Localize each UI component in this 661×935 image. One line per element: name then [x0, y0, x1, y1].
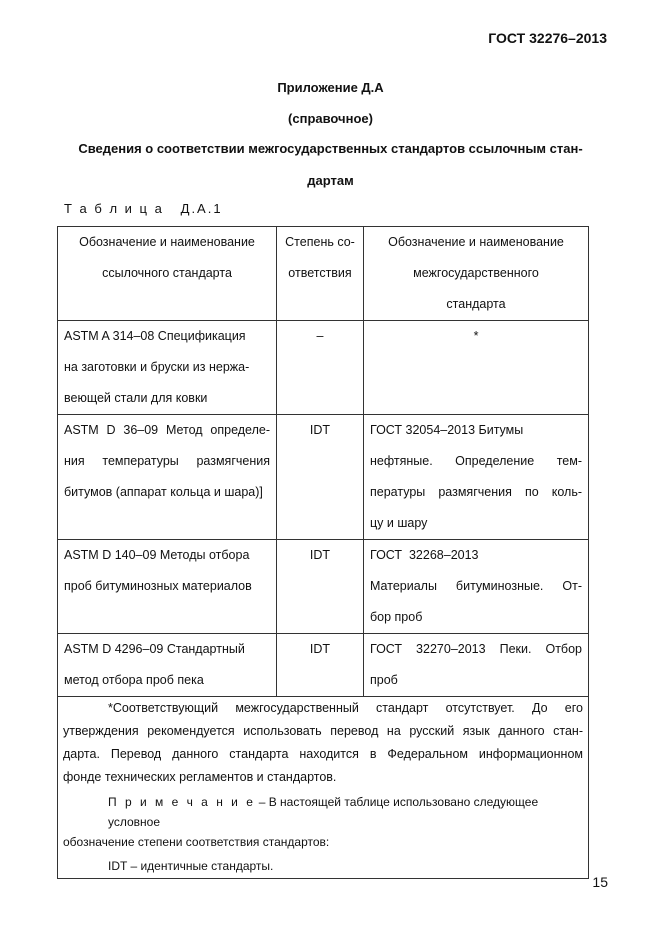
note-line: [63, 792, 583, 832]
header-text: Степень со-: [285, 235, 355, 249]
table-footnote-row: [58, 697, 589, 879]
degree-cell: IDT: [277, 540, 364, 634]
cell-line: ASTM D 36–09 Метод определе-: [64, 423, 270, 437]
header-text: ответствия: [288, 266, 352, 280]
page-number: 15: [592, 874, 608, 890]
table-row: [58, 415, 589, 540]
ref-cell: [58, 540, 277, 634]
cell-line: ASTM D 140–09 Методы отбора: [64, 548, 250, 562]
appendix-title: Приложение Д.А: [277, 80, 384, 95]
gost-cell: [364, 634, 589, 697]
header-gost-standard: [364, 227, 589, 321]
cell-line: ния температуры размягчения: [64, 454, 270, 468]
table-row: [58, 321, 589, 415]
footnote-cell: [58, 697, 589, 879]
cell-line: ГОСТ 32268–2013: [370, 548, 479, 562]
table-row: [58, 634, 589, 697]
header-text: Обозначение и наименование: [388, 235, 564, 249]
appendix-kind: (справочное): [288, 111, 373, 126]
cell-line: пературы размягчения по коль-: [370, 485, 582, 499]
cell-line: бор проб: [370, 610, 423, 624]
cell-line: ASTM D 4296–09 Стандартный: [64, 642, 245, 656]
cell-line: нефтяные. Определение тем-: [370, 454, 582, 468]
footnote-line: утверждения рекомендуется использовать перевод на русский язык данного стан-: [63, 724, 583, 738]
ref-cell: [58, 634, 277, 697]
gost-cell: [364, 540, 589, 634]
table-row: [58, 540, 589, 634]
note-line: IDT – идентичные стандарты.: [108, 859, 274, 873]
footnote-line: дарта. Перевод данного стандарта находится в Федеральном информационном: [63, 747, 583, 761]
table-header-row: [58, 227, 589, 321]
cell-line: проб: [370, 673, 398, 687]
degree-cell: IDT: [277, 415, 364, 540]
header-text: Обозначение и наименование: [79, 235, 255, 249]
correspondence-table: [57, 226, 589, 879]
cell-line: *: [473, 329, 479, 343]
cell-line: ASTM A 314–08 Спецификация: [64, 329, 246, 343]
cell-line: Материалы битуминозные. От-: [370, 579, 582, 593]
cell-line: веющей стали для ковки: [64, 391, 208, 405]
ref-cell: [58, 321, 277, 415]
header-ref-standard: [58, 227, 277, 321]
note-label: П р и м е ч а н и е: [108, 795, 256, 809]
header-text: стандарта: [446, 297, 506, 311]
header-degree: [277, 227, 364, 321]
cell-line: проб битуминозных материалов: [64, 579, 252, 593]
cell-line: на заготовки и бруски из нержа-: [64, 360, 250, 374]
heading-line-1: Сведения о соответствии межгосударственных стандартов ссылочным стан-: [78, 141, 583, 156]
gost-cell: [364, 321, 589, 415]
table-label: Т а б л и ц а Д.А.1: [64, 201, 223, 216]
gost-cell: [364, 415, 589, 540]
cell-line: ГОСТ 32054–2013 Битумы: [370, 423, 524, 437]
footnote-line: фонде технических регламентов и стандартов.: [63, 770, 337, 784]
cell-line: метод отбора проб пека: [64, 673, 204, 687]
heading-line-2: дартам: [307, 173, 354, 188]
cell-line: цу и шару: [370, 516, 428, 530]
cell-line: ГОСТ 32270–2013 Пеки. Отбор: [370, 642, 582, 656]
ref-cell: [58, 415, 277, 540]
document-code: ГОСТ 32276–2013: [488, 30, 607, 46]
note-text: – В настоящей таблице использовано следующее условное: [108, 795, 539, 829]
header-text: межгосударственного: [413, 266, 539, 280]
footnote-line: *Соответствующий межгосударственный стандарт отсутствует. До его: [108, 701, 583, 715]
degree-cell: IDT: [277, 634, 364, 697]
note-line: обозначение степени соответствия стандартов:: [63, 835, 330, 849]
degree-cell: –: [277, 321, 364, 415]
header-text: ссылочного стандарта: [102, 266, 232, 280]
cell-line: битумов (аппарат кольца и шара)]: [64, 485, 263, 499]
